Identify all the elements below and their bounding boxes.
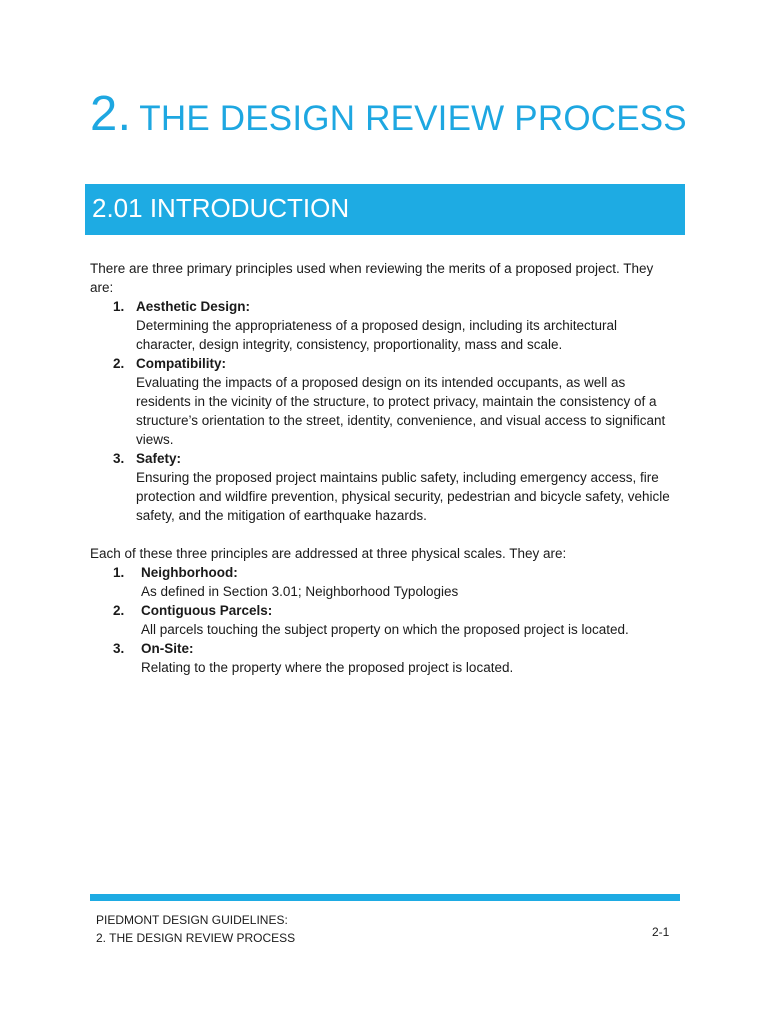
list-item-title: Safety: (136, 451, 182, 466)
chapter-title-text: THE DESIGN REVIEW PROCESS (139, 99, 687, 138)
list-item-description: All parcels touching the subject property on which the proposed project is located. (141, 622, 629, 637)
section-header-bar (85, 184, 685, 235)
list-item-number: 2. (113, 356, 125, 371)
list-item-number: 3. (113, 641, 125, 656)
footer-running-title (96, 911, 295, 947)
list-item (90, 639, 680, 677)
list-item-number: 1. (113, 565, 125, 580)
footer-divider (90, 894, 680, 901)
list-item (90, 297, 680, 354)
intro-paragraph: There are three primary principles used when reviewing the merits of a proposed project. They are: (90, 261, 654, 295)
page-number: 2-1 (652, 925, 670, 939)
list-item-description: Evaluating the impacts of a proposed design on its intended occupants, as well as residents in the vicinity of the structure, to protect privacy, maintain the consistency of a structure’s orientation to the street, identity, convenience, and visual access to significant views. (136, 375, 666, 447)
list-item (90, 354, 680, 449)
list-item (90, 449, 680, 525)
list-item-description: Determining the appropriateness of a proposed design, including its architectural character, design integrity, consistency, proportionality, mass and scale. (136, 318, 618, 352)
list-item-description: As defined in Section 3.01; Neighborhood Typologies (141, 584, 459, 599)
list-item-title: Compatibility: (136, 356, 226, 371)
principles-list (90, 297, 680, 525)
list-item (90, 601, 680, 639)
list-item-title: Aesthetic Design: (136, 299, 251, 314)
list-item-title: On-Site: (141, 641, 194, 656)
chapter-number: 2. (90, 87, 132, 141)
list-item-title: Contiguous Parcels: (141, 603, 273, 618)
section-title: 2.01 INTRODUCTION (92, 193, 350, 223)
scales-paragraph: Each of these three principles are addressed at three physical scales. They are: (90, 546, 567, 561)
footer-line-1: PIEDMONT DESIGN GUIDELINES: (96, 913, 288, 927)
list-item-description: Ensuring the proposed project maintains public safety, including emergency access, fire protection and wildfire prevention, physical security, pedestrian and bicycle safety, vehicle safety, and the mitigation of earthquake hazards. (136, 470, 670, 523)
list-item-number: 2. (113, 603, 125, 618)
chapter-title (90, 86, 687, 142)
list-item-number: 1. (113, 299, 125, 314)
document-body (90, 259, 680, 677)
scales-list (90, 563, 680, 677)
list-item-number: 3. (113, 451, 125, 466)
list-item (90, 563, 680, 601)
list-item-description: Relating to the property where the proposed project is located. (141, 660, 514, 675)
list-item-title: Neighborhood: (141, 565, 238, 580)
footer-line-2: 2. THE DESIGN REVIEW PROCESS (96, 931, 296, 945)
